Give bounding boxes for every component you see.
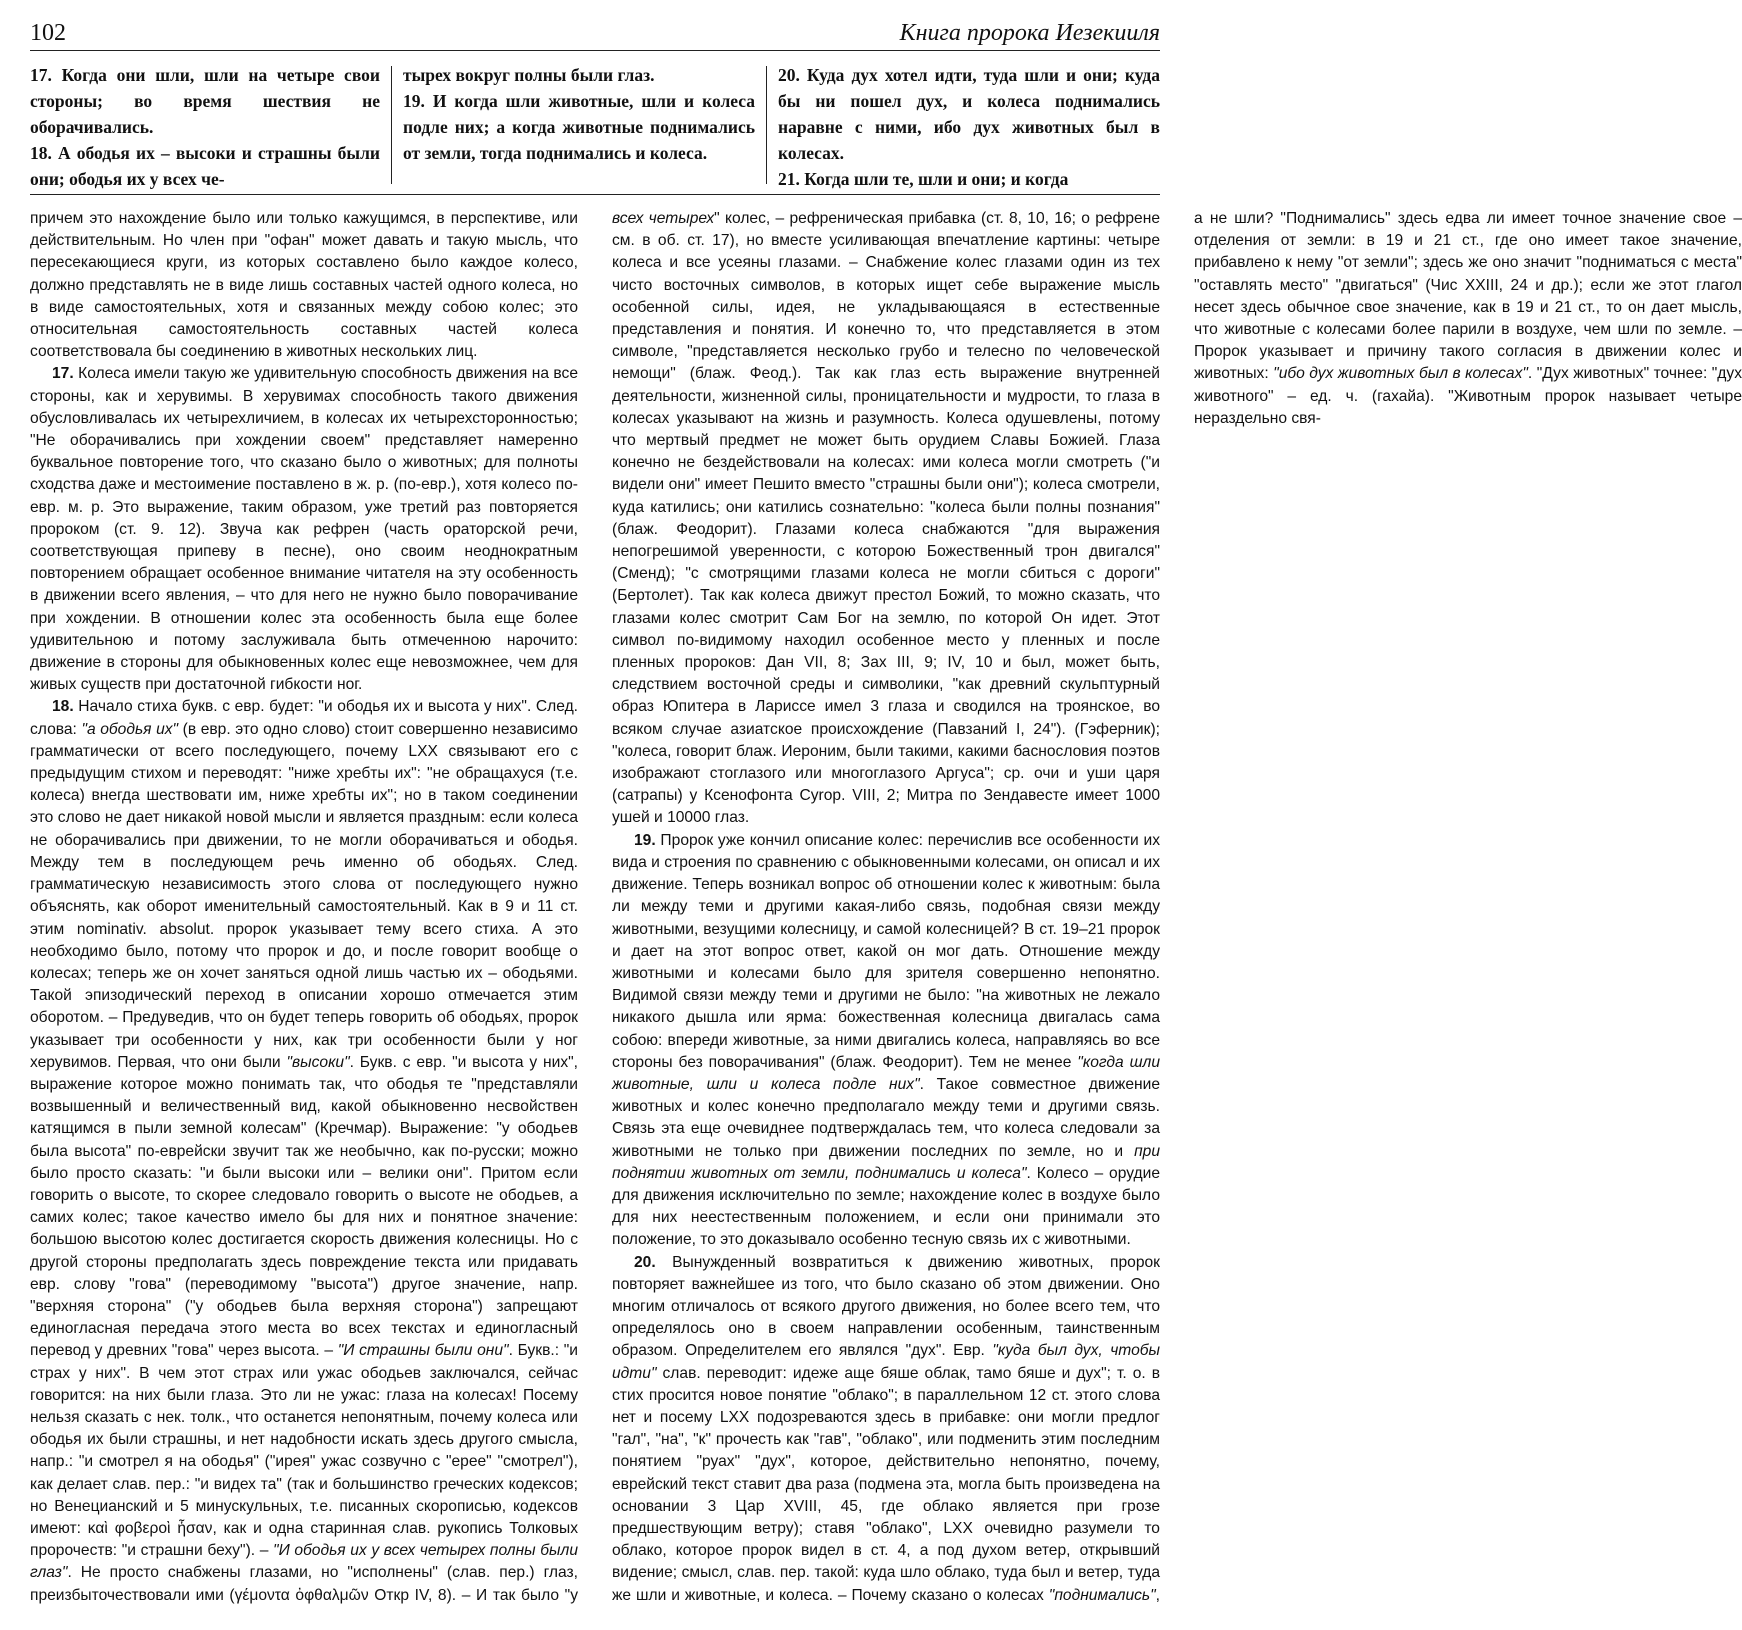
quote: "поднимались": [1048, 1586, 1156, 1604]
section-divider: [30, 194, 1160, 195]
scripture-verses: [30, 62, 1160, 190]
verse-20: 20. Куда дух хотел идти, туда шли и они; куда бы ни пошел дух, и колеса поднимались наравне с ними, ибо дух животных был в колесах.: [778, 65, 1160, 163]
commentary-body: [30, 208, 1742, 1620]
page-number: 102: [30, 20, 66, 46]
verse-19: 19. И когда шли животные, шли и колеса подле них; а когда животные поднимались от земли, тогда поднимались и колеса.: [403, 91, 755, 163]
commentary-paragraph: причем это нахождение было или только кажущимся, в перспективе, или действительным. Но член при "офан" может давать и такую мысль, что пересекающиеся круги, из которых составлено было каждое колесо, должно представлять не в виде лишь составных частей одного колеса, но в виде самостоятельных, хотя и связанных между собою колес; это относительная самостоятельность составных частей колеса соответствовала бы соединению в животных нескольких лиц.: [30, 210, 578, 361]
running-title: Книга пророка Иезекииля: [899, 20, 1160, 46]
verse-number: 19.: [634, 831, 656, 849]
column-divider: [766, 66, 767, 184]
quote: "а ободья их": [81, 720, 179, 738]
verse-number: 17.: [52, 365, 74, 383]
verse-18-continued: тырех вокруг полны были глаз.: [403, 65, 655, 85]
quote: "ибо дух животных был в колесах": [1273, 365, 1528, 383]
quote: "когда шли животные, шли и колеса подле них": [612, 1053, 1160, 1093]
verse-21: 21. Когда шли те, шли и они; и когда: [778, 169, 1069, 189]
commentary-paragraph-17: 17. Колеса имели такую же удивительную способность движения на все стороны, как и херувимы. В херувимах способность такого движения обусловливалась их четырехличием, в колесах их четырехсторонностью; "Не оборачивались при хождении своем" представляет намеренно буквальное повторение того, что сказано было о животных; для полноты сходства даже и местоимение поставлено в ж. р. (по-евр.), хотя колесо по-евр. м. р. Это выражение, таким образом, уже третий раз повторяется пророком (ст. 9. 12). Звуча как рефрен (часть ораторской речи, соответствующая припеву в песне), оно своим неоднократным повторением обращает особенное внимание читателя на эту особенность в движении всего явления, – что для него не нужно было поворачивание при хождении. В отношении колес эта особенность была еще более удивительною и потому заслуживала быть отмеченною нарочито: движение в стороны для обыкновенных колес еще невозможнее, чем для живых существ при достаточной гибкости ног.: [30, 365, 578, 694]
verse-column-1: [30, 62, 380, 190]
quote: "И страшны были они": [337, 1342, 509, 1360]
commentary-paragraph-20: 20. Вынужденный возвратиться к движению животных, пророк повторяет важнейшее из того, что было сказано об этом движении. Оно многим отличалось от всякого другого движения, но более всего тем, что определялось оно в своем направлении особенным, таинственным образом. Определителем его являлся "дух". Евр. "куда был дух, чтобы идти" слав. переводит: идеже аще бяше облак, тамо бяше и дух"; т. о. в стих просится новое понятие "облако"; в параллельном 12 ст. этого слова нет и посему LXX подозреваются здесь в прибавке: они могли предлог "гал", "на", "к" прочесть как "гав", "облако", или подменить этим последним понятием "руах" "дух", которое, действительно непонятно, почему, еврейский текст ставит два раза (подмена эта, могла быть произведена на основании 3 Цар XVIII, 45, где облако является при грозе предшествующим ветру); ставя "облако", LXX очевидно разумели то облако, которое пророк видел в ст. 4, а под духом ветер, открывший видение; смысл, слав. пер. такой: куда шло облако, туда был и ветер, туда же шли и животные, и колеса. – Почему сказано о колесах "поднимались", а не шли? "Поднимались" здесь едва ли имеет точное значение свое – отделения от земли: в 19 и 21 ст., где оно имеет такое значение, прибавлено к нему "от земли"; здесь же оно значит "подниматься с места" "оставлять место" "двигаться" (Чис XXIII, 24 и др.); если же этот глагол несет здесь обычное свое значение, как в 19 и 21 ст., то он дает мысль, что животные с колесами более парили в воздухе, чем шли по земле. – Пророк указывает и причину такого согласия в движении колес и животных: "ибо дух животных был в колесах". "Дух животных" точнее: "дух животного" – ед. ч. (гахайа). "Животным пророк называет четыре нераздельно свя-: [612, 210, 1742, 1604]
verse-18: 18. А ободья их – высоки и страшны были они; ободья их у всех че-: [30, 143, 380, 189]
page-header: [30, 14, 1160, 51]
quote: "высоки": [286, 1053, 350, 1071]
verse-number: 20.: [634, 1253, 656, 1271]
quote: "куда был дух, чтобы идти": [612, 1342, 1161, 1382]
verse-17: 17. Когда они шли, шли на четыре свои стороны; во время шествия не оборачивались.: [30, 65, 380, 137]
verse-column-3: [778, 62, 1160, 190]
commentary-paragraph-19: 19. Пророк уже кончил описание колес: перечислив все особенности их вида и строения по сравнению с обыкновенными колесами, он описал и их движение. Теперь возникал вопрос об отношении колес к животным: была ли между теми и другими какая-либо связь, подобная связи между животными, везущими колесницу, и самой колесницей? В ст. 19–21 пророк и дает на этот вопрос ответ, какой он мог дать. Отношение между животными и колесами было для зрителя совершенно непонятно. Видимой связи между теми и другими не было: "на животных не лежало никакого дышла или ярма: божественная колесница двигалась сама собою: впереди животные, за ними двигались колеса, направляясь во все стороны без поворачивания" (блаж. Феодорит). Тем не менее "когда шли животные, шли и колеса подле них". Такое совместное движение животных и колес конечно предполагало между теми и другими связь. Связь эта еще очевиднее подтверждалась тем, что колеса следовали за животными не только при движении последних по земле, но и при поднятии животных от земли, поднимались и колеса". Колесо – орудие для движения исключительно по земле; нахождение колес в воздухе было для них неестественным положением, и если они принимали это положение, то это доказывало особенно тесную связь их с животными.: [612, 831, 1160, 1249]
quote: при поднятии животных от земли, поднимались и колеса": [612, 1142, 1160, 1182]
verse-number: 18.: [52, 698, 74, 716]
quote: "И ободья их у всех четырех полны были глаз": [30, 1542, 578, 1582]
quote: всех четырех: [612, 210, 715, 227]
verse-column-2: [403, 62, 755, 190]
column-divider: [391, 66, 392, 184]
commentary-paragraph-18: 18. Начало стиха букв. с евр. будет: "и ободья их и высота у них". След. слова: "а ободья их" (в евр. это одно слово) стоит совершенно независимо грамматически от всего последующего, почему LXX связывают его с предыдущим стихом и переводят: "ниже хребты их": "не обращахуся (т.е. колеса) внегда шествовати им, ниже хребты их"; но в таком соединении это слово не дает никакой новой мысли и является праздным: если колеса не оборачивались при движении, то не могли оборачиваться и ободья. Между тем в последующем речь именно об ободьях. След. грамматическую независимость этого слова от последующего нужно объяснять, как оборот именительный самостоятельный. Как в 9 и 11 ст. этим nominativ. absolut. пророк указывает тему всего стиха. А это необходимо было, потому что пророк и до, и после говорит вообще о колесах; теперь же он хочет заняться одной лишь частью их – ободьями. Такой эпизодический переход в описании хорошо отмечается этим оборотом. – Предуведив, что он будет теперь говорить об ободьях, пророк указывает три особенности у них, как три особенности были у ног херувимов. Первая, что они были "высоки". Букв. с евр. "и высота у них", выражение которое можно понимать так, что ободья те "представляли возвышенный и величественный вид, какой обыкновенно несвойствен катящимся в пыли земной колесам" (Кречмар). Выражение: "у ободьев была высота" по-еврейски звучит так же необычно, как по-русски; можно было просто сказать: "и были высоки или – велики они". Притом если говорить о высоте, то скорее следовало говорить о высоте не ободьев, а самих колес; такое качество имело бы для них и понятное значение: большою высотою колес достигается скорость движения колесницы. Но с другой стороны предполагать здесь повреждение текста или придавать евр. слову "гова" (переводимому "высота") другое значение, напр. "верхняя сторона" ("у ободьев была верхняя сторона") запрещают единогласная передача этого места во всех текстах и единогласный перевод у древних "гова" через высота. – "И страшны были они". Букв.: "и страх у них". В чем этот страх или ужас ободьев заключался, сейчас говорится: на них были глаза. Это ли не ужас: глаза на колесах! Посему нельзя сказать с нек. толк., что останется непонятным, почему колеса или ободья их были страшны, и нет надобности искать здесь другого смысла, напр.: "и смотрел я на ободья" ("ирея" ужас созвучно с "ерее" "смотрел"), как делает слав. пер.: "и видех та" (так и большинство греческих кодексов; но Венецианский и 5 минускульных, т.е. писанных скорописью, кодексов имеют: καὶ φοβεροὶ ἦσαν, как и одна старинная слав. рукопись Толковых пророчеств: "и страшни беху"). – "И ободья их у всех четырех полны были глаз". Не просто снабжены глазами, но "исполнены" (слав. пер.) глаз, преизбыточествовали ими (γέμοντα ὀφθαλμῶν Откр IV, 8). – И так было "у всех четырех" колес, – рефреническая прибавка (ст. 8, 10, 16; о рефрене см. в об. ст. 17), но вместе усиливающая впечатление картины: четыре колеса и все усеяны глазами. – Снабжение колес глазами один из тех чисто восточных символов, в которых ищет себе выражение мысль особенной силы, идея, не укладывающаяся в естественные представления и понятия. И конечно то, что представляется в этом символе, "представляется несколько грубо и телесно по человеческой немощи" (блаж. Феод.). Так как глаз есть выражение внутренней деятельности, жизненной силы, проницательности и мудрости, то глаза в колесах указывают на жизнь и разумность. Колеса одушевлены, потому что мертвый предмет не может быть орудием Славы Божией. Глаза конечно не бездействовали на колесах: ими колеса могли смотреть ("и видели они" имеет Пешито вместо "страшны были они"); колеса смотрели, куда катились; они катились сознательно: "колеса были полны познания" (блаж. Феодорит). Глазами колеса снабжаются "для выражения непогрешимой уверенности, с которою Божественный трон двигался" (Сменд); "с смотрящими глазами колеса не могли сбиться с дороги" (Бертолет). Так как колеса движут престол Божий, то можно сказать, что глазами колес смотрит Сам Бог на землю, по которой Он идет. Этот символ по-видимому находил особенное место у пленных и после пленных пророков: Дан VII, 8; Зах III, 9; IV, 10 и был, может быть, следствием восточной среды и символики, "как древний скульптурный образ Юпитера в Лариссе имел 3 глаза и сводился на троянское, во всяком случае азиатское происхождение (Павзаний I, 24"). (Гэферник); "колеса, говорит блаж. Иероним, были такими, какими баснословия поэтов изображают стоглазого или многоглазого Аргуса"; ср. очи и уши царя (сатрапы) у Ксенофонта Cyrop. VIII, 2; Митра по Зендавесте имеет 1000 ушей и 10000 глаз.: [30, 210, 1161, 1604]
